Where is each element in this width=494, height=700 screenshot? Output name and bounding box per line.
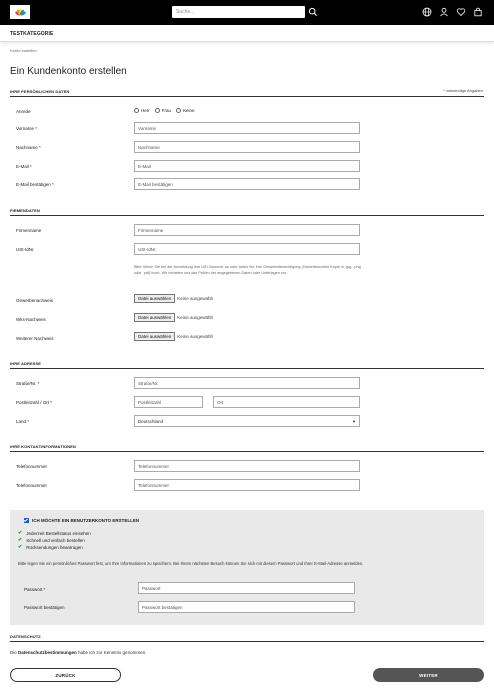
email-confirm-field[interactable]: E-Mail bestätigen <box>134 178 360 190</box>
privacy-prefix: Die <box>10 650 19 655</box>
divider <box>10 215 484 216</box>
divider <box>10 96 484 97</box>
lastname-field[interactable]: Nachname <box>134 141 360 153</box>
benefit-item <box>18 537 85 543</box>
file2-label: Wks-Nachweis <box>16 317 46 322</box>
file-status: Keine ausgewählt <box>177 315 213 320</box>
file-choose-button[interactable]: Datei auswählen <box>134 313 175 322</box>
check-icon: ✔ <box>18 530 23 536</box>
radio-circle[interactable] <box>155 108 160 113</box>
benefit-text: Schnell und einfach bestellen <box>26 537 85 543</box>
section-title-contact: IHRE KONTAKTINFORMATIONEN <box>10 444 76 449</box>
password-field[interactable]: Passwort <box>138 582 355 594</box>
logo[interactable] <box>10 5 30 19</box>
bag-icon[interactable] <box>473 7 483 17</box>
company-name-label: Firmenname <box>16 228 42 233</box>
password-confirm-field[interactable]: Passwort bestätigen <box>138 601 355 613</box>
firstname-field[interactable]: Vorname <box>134 122 360 134</box>
email-label: E-Mail * <box>16 164 32 169</box>
country-value: Deutschland <box>138 419 164 424</box>
page-title: Ein Kundenkonto erstellen <box>10 66 127 77</box>
benefit-item <box>18 544 83 550</box>
password-confirm-label: Passwort bestätigen <box>24 605 65 610</box>
file3-upload <box>134 332 213 341</box>
search-icon[interactable] <box>308 7 318 17</box>
back-button[interactable]: ZURÜCK <box>10 668 121 682</box>
file-choose-button[interactable]: Datei auswählen <box>134 294 175 303</box>
company-name-field[interactable]: Firmenname <box>134 224 360 236</box>
email-confirm-label: E-Mail bestätigen * <box>16 182 54 187</box>
heart-icon[interactable] <box>456 7 466 17</box>
radio-herr[interactable] <box>134 108 150 113</box>
section-title-personal: IHRE PERSÖNLICHEN DATEN <box>10 89 70 94</box>
user-icon[interactable] <box>439 7 449 17</box>
radio-circle[interactable] <box>176 108 181 113</box>
section-title-company: FIRMENDATEN <box>10 208 40 213</box>
file-choose-button[interactable]: Datei auswählen <box>134 332 175 341</box>
section-title-privacy: DATENSCHUTZ <box>10 634 41 639</box>
firstname-label: Vorname * <box>16 126 38 131</box>
phone1-label: Telefonnummer <box>16 464 48 469</box>
breadcrumb[interactable]: Konto erstellen <box>10 48 37 53</box>
privacy-link[interactable]: Datenschutzbestimmungen <box>18 650 77 655</box>
radio-keine[interactable] <box>176 108 195 113</box>
country-select[interactable] <box>134 415 360 427</box>
create-account-label[interactable]: ICH MÖCHTE EIN BENUTZERKONTO ERSTELLEN <box>32 518 140 523</box>
privacy-suffix: habe ich zur Kenntnis genommen. <box>76 650 147 655</box>
phone2-field[interactable]: Telefonnummer <box>134 479 360 491</box>
check-icon: ✔ <box>18 544 23 550</box>
radio-label: Keine <box>183 108 195 113</box>
phone2-label: Telefonnummer <box>16 483 48 488</box>
section-title-address: IHRE ADRESSE <box>10 361 42 366</box>
salutation-label: Anrede <box>16 109 31 114</box>
company-help-text: Bitte führen Sie bei der Anmeldung Ihre UID-Nummer an oder laden Sie Ihre Gewerbeberechtigung (Gewerbeschein Kopie in .jpg, .png oder .pdf) hoch. Wir behalten uns das Prüfen der angegebenen Daten oder Unterlagen vor. <box>134 265 361 275</box>
zip-field[interactable]: Postleitzahl <box>134 396 203 408</box>
divider <box>10 641 484 642</box>
file-status: Keine ausgewählt <box>177 296 213 301</box>
file-status: Keine ausgewählt <box>177 334 213 339</box>
benefit-text: Jederzeit Bestellstatus einsehen <box>26 530 91 536</box>
nav-item-testkategorie[interactable]: TESTKATEGORIE <box>10 31 54 37</box>
country-label: Land * <box>16 419 30 424</box>
radio-circle[interactable] <box>134 108 139 113</box>
vat-field[interactable]: USt-IdNr. <box>134 243 360 255</box>
logo-flower-icon <box>15 8 25 15</box>
file2-upload <box>134 313 213 322</box>
privacy-text <box>10 650 146 655</box>
zip-city-label: Postleitzahl / Ort * <box>16 400 53 405</box>
file3-label: Weiterer Nachweis <box>16 336 54 341</box>
password-label: Passwort * <box>24 587 46 592</box>
street-label: Straße/Nr. * <box>16 381 40 386</box>
salutation-options <box>134 108 197 113</box>
check-icon: ✔ <box>18 537 23 543</box>
search-input[interactable]: Suche... <box>172 6 305 18</box>
divider <box>10 368 484 369</box>
vat-label: USt-IdNr. <box>16 247 35 252</box>
create-account-checkbox[interactable] <box>24 518 29 523</box>
file1-label: Gewerbenachweis <box>16 298 54 303</box>
street-field[interactable]: Straße/Nr. <box>134 377 360 389</box>
globe-icon[interactable] <box>422 7 432 17</box>
email-field[interactable]: E-Mail <box>134 160 360 172</box>
radio-label: Herr <box>141 108 150 113</box>
file1-upload <box>134 294 213 303</box>
city-field[interactable]: Ort <box>213 396 360 408</box>
radio-label: Frau <box>161 108 172 113</box>
radio-frau[interactable] <box>155 108 171 113</box>
lastname-label: Nachname * <box>16 145 41 150</box>
next-button[interactable]: WEITER <box>373 668 484 682</box>
account-info-text: Bitte legen Sie ein persönliches Passwort fest, um Ihre Informationen zu speichern. Bei Ihrem nächsten Besuch können Sie sich mit diesem Passwort und Ihrer E-Mail-Adresse anmelden. <box>18 561 364 566</box>
benefit-text: Rücksendungen beantragen <box>26 544 83 550</box>
phone1-field[interactable]: Telefonnummer <box>134 460 360 472</box>
divider <box>10 451 484 452</box>
required-note: * notwendige Angaben <box>442 88 483 93</box>
chevron-down-icon: ▼ <box>352 419 356 424</box>
benefit-item <box>18 530 91 536</box>
main-nav <box>0 25 494 42</box>
top-header <box>0 0 494 25</box>
